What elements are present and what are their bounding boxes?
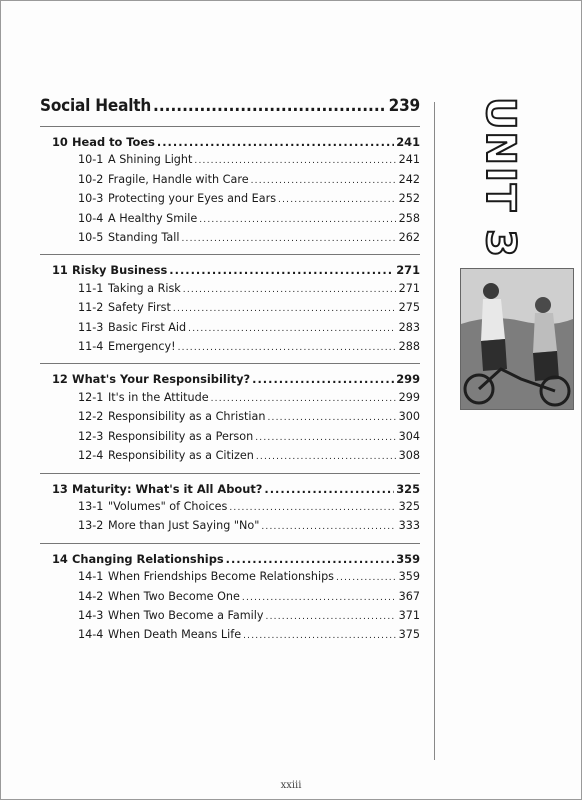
unit-page: 239 — [388, 96, 420, 116]
section-number: 12-2 — [78, 410, 104, 424]
chapter-row — [40, 550, 420, 568]
section-title: When Two Become One — [108, 589, 240, 603]
section-title: Responsibility as a Christian — [108, 410, 266, 424]
chapter-page: 325 — [396, 481, 420, 496]
dot-leader — [278, 190, 396, 209]
dot-leader — [261, 517, 396, 536]
dot-leader — [266, 607, 396, 626]
section-row — [40, 517, 420, 536]
section-number: 12-3 — [78, 429, 104, 443]
section-page: 262 — [398, 231, 420, 245]
chapter-number: 12 — [52, 372, 68, 387]
section-row — [40, 210, 420, 229]
section-row — [40, 280, 420, 299]
section-page: 258 — [398, 211, 420, 225]
section-page: 359 — [398, 570, 420, 584]
chapter-title: Changing Relationships — [72, 551, 224, 566]
dot-leader — [252, 370, 394, 388]
chapter-row — [40, 261, 420, 279]
section-title: It's in the Attitude — [108, 390, 209, 404]
table-of-contents — [40, 96, 420, 652]
section-page: 308 — [398, 449, 420, 463]
section-title: When Two Become a Family — [108, 608, 264, 622]
dot-leader — [194, 151, 396, 170]
section-page: 252 — [398, 192, 420, 206]
section-title: Protecting your Eyes and Ears — [108, 192, 277, 206]
section-title: When Friendships Become Relationships — [108, 570, 334, 584]
section-title: Responsibility as a Person — [108, 429, 254, 443]
section-page: 367 — [398, 589, 420, 603]
section-row — [40, 447, 420, 466]
dot-leader — [267, 408, 396, 427]
section-title: Standing Tall — [108, 231, 180, 245]
section-title: When Death Means Life — [108, 628, 242, 642]
dot-leader — [336, 568, 396, 587]
unit-title: Social Health — [40, 96, 152, 116]
dot-leader — [169, 261, 394, 279]
chapter-page: 359 — [396, 551, 420, 566]
section-number: 10-2 — [78, 172, 104, 186]
section-page: 325 — [398, 499, 420, 513]
vertical-rule — [434, 102, 435, 760]
chapter-number: 11 — [52, 263, 68, 278]
section-number: 13-2 — [78, 519, 104, 533]
section-number: 10-3 — [78, 192, 104, 206]
section-page: 283 — [398, 320, 420, 334]
section-row — [40, 299, 420, 318]
chapter-list — [40, 127, 420, 652]
section-title: A Shining Light — [108, 153, 193, 167]
section-number: 14-1 — [78, 570, 104, 584]
cyclists-photo — [460, 268, 574, 410]
chapter-title: Risky Business — [72, 263, 168, 278]
chapter-block — [40, 255, 420, 364]
dot-leader — [157, 133, 394, 151]
chapter-block — [40, 364, 420, 473]
chapter-row — [40, 480, 420, 498]
chapter-block — [40, 474, 420, 544]
section-title: Fragile, Handle with Care — [108, 172, 249, 186]
chapter-number: 14 — [52, 551, 68, 566]
section-title: Taking a Risk — [108, 281, 181, 295]
dot-leader — [183, 280, 396, 299]
section-page: 304 — [398, 429, 420, 443]
page-number: xxiii — [280, 780, 302, 791]
section-number: 13-1 — [78, 499, 104, 513]
chapter-page: 299 — [396, 372, 420, 387]
dot-leader — [256, 447, 396, 466]
section-row — [40, 588, 420, 607]
unit-heading — [40, 96, 420, 127]
section-title: More than Just Saying "No" — [108, 519, 260, 533]
cyclists-illustration — [461, 269, 573, 409]
dot-leader — [188, 319, 396, 338]
dot-leader — [255, 428, 396, 447]
section-number: 10-1 — [78, 153, 104, 167]
section-page: 242 — [398, 172, 420, 186]
section-page: 333 — [398, 519, 420, 533]
section-page: 275 — [398, 301, 420, 315]
chapter-title: Head to Toes — [72, 135, 155, 149]
unit-tab — [470, 97, 530, 259]
section-row — [40, 190, 420, 209]
dot-leader — [251, 171, 396, 190]
section-row — [40, 338, 420, 357]
dot-leader — [229, 498, 396, 517]
chapter-page: 271 — [396, 263, 420, 278]
chapter-row — [40, 370, 420, 388]
dot-leader — [153, 96, 387, 116]
section-page: 288 — [398, 340, 420, 354]
section-row — [40, 498, 420, 517]
chapter-number: 10 — [52, 135, 68, 149]
section-page: 300 — [398, 410, 420, 424]
chapter-title: What's Your Responsibility? — [72, 372, 251, 387]
section-page: 299 — [398, 390, 420, 404]
section-number: 11-2 — [78, 301, 104, 315]
section-row — [40, 229, 420, 248]
chapter-block — [40, 544, 420, 652]
section-page: 371 — [398, 608, 420, 622]
section-title: Safety First — [108, 301, 171, 315]
section-row — [40, 626, 420, 645]
dot-leader — [242, 588, 396, 607]
unit-tab-label: UNIT 3 — [477, 97, 524, 259]
section-number: 14-2 — [78, 589, 104, 603]
section-row — [40, 568, 420, 587]
dot-leader — [243, 626, 396, 645]
section-row — [40, 319, 420, 338]
section-row — [40, 428, 420, 447]
dot-leader — [199, 210, 396, 229]
chapter-number: 13 — [52, 481, 68, 496]
section-row — [40, 171, 420, 190]
dot-leader — [178, 338, 396, 357]
dot-leader — [226, 550, 395, 568]
section-number: 10-5 — [78, 231, 104, 245]
section-row — [40, 151, 420, 170]
section-row — [40, 389, 420, 408]
section-page: 271 — [398, 281, 420, 295]
section-number: 11-4 — [78, 340, 104, 354]
section-title: "Volumes" of Choices — [108, 499, 228, 513]
section-number: 10-4 — [78, 211, 104, 225]
section-number: 14-3 — [78, 608, 104, 622]
section-title: Responsibility as a Citizen — [108, 449, 254, 463]
section-page: 375 — [398, 628, 420, 642]
section-row — [40, 408, 420, 427]
dot-leader — [211, 389, 396, 408]
dot-leader — [264, 480, 394, 498]
chapter-title: Maturity: What's it All About? — [72, 481, 263, 496]
chapter-block — [40, 127, 420, 255]
dot-leader — [181, 229, 396, 248]
chapter-page: 241 — [396, 135, 420, 149]
section-number: 12-4 — [78, 449, 104, 463]
section-title: Emergency! — [108, 340, 176, 354]
section-number: 11-3 — [78, 320, 104, 334]
chapter-row — [40, 133, 420, 151]
section-title: A Healthy Smile — [108, 211, 198, 225]
dot-leader — [173, 299, 396, 318]
section-page: 241 — [398, 153, 420, 167]
section-number: 11-1 — [78, 281, 104, 295]
section-title: Basic First Aid — [108, 320, 187, 334]
section-row — [40, 607, 420, 626]
section-number: 12-1 — [78, 390, 104, 404]
section-number: 14-4 — [78, 628, 104, 642]
